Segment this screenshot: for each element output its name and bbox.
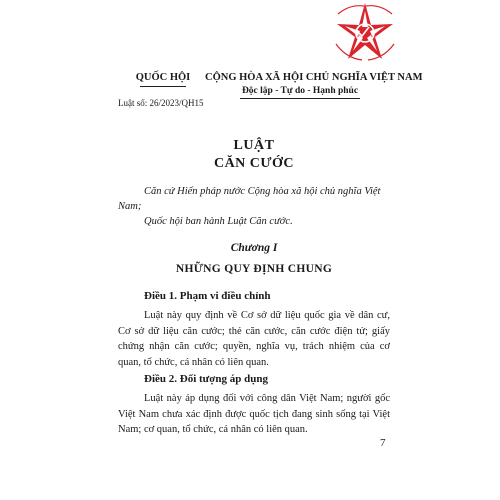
article-2-heading: Điều 2. Đối tượng áp dụng xyxy=(144,373,268,385)
article-2-text: Luật này áp dụng đối với công dân Việt Nam; người gốc Việt Nam chưa xác định được quốc tịch đang sinh sống tại Việt Nam; cơ quan, tổ chức, cá nhân có liên quan. xyxy=(118,393,390,435)
motto: Độc lập - Tự do - Hạnh phúc xyxy=(241,86,359,96)
issuer-underline xyxy=(140,86,186,87)
country-name: CỘNG HÒA XÃ HỘI CHỦ NGHĨA VIỆT NAM xyxy=(205,72,423,83)
chapter-title: NHỮNG QUY ĐỊNH CHUNG xyxy=(175,263,333,275)
preamble-enactment: Quốc hội ban hành Luật Căn cước. xyxy=(144,216,293,227)
page-number: 7 xyxy=(380,437,386,449)
issuer-block xyxy=(118,72,208,87)
national-header xyxy=(205,72,423,99)
preamble-basis: Căn cứ Hiến pháp nước Cộng hòa xã hội chủ nghĩa Việt Nam; xyxy=(118,186,381,212)
law-number: Luật số: 26/2023/QH15 xyxy=(118,98,204,108)
motto-underline xyxy=(240,98,360,99)
chapter-number: Chương I xyxy=(230,242,278,254)
law-title-line2: CĂN CƯỚC xyxy=(213,156,295,171)
article-1-text: Luật này quy định về Cơ sở dữ liệu quốc gia về dân cư, Cơ sở dữ liệu căn cước; thẻ căn cước, căn cước điện tử; giấy chứng nhận căn cước; quyền, nghĩa vụ, trách nhiệm của cơ quan, tổ chức, cá nhân có liên quan. xyxy=(118,310,390,368)
issuer: QUỐC HỘI xyxy=(135,72,191,83)
law-title-line1: LUẬT xyxy=(233,138,275,153)
article-1-heading: Điều 1. Phạm vi điều chỉnh xyxy=(144,290,271,302)
star-emblem-icon xyxy=(330,0,400,65)
